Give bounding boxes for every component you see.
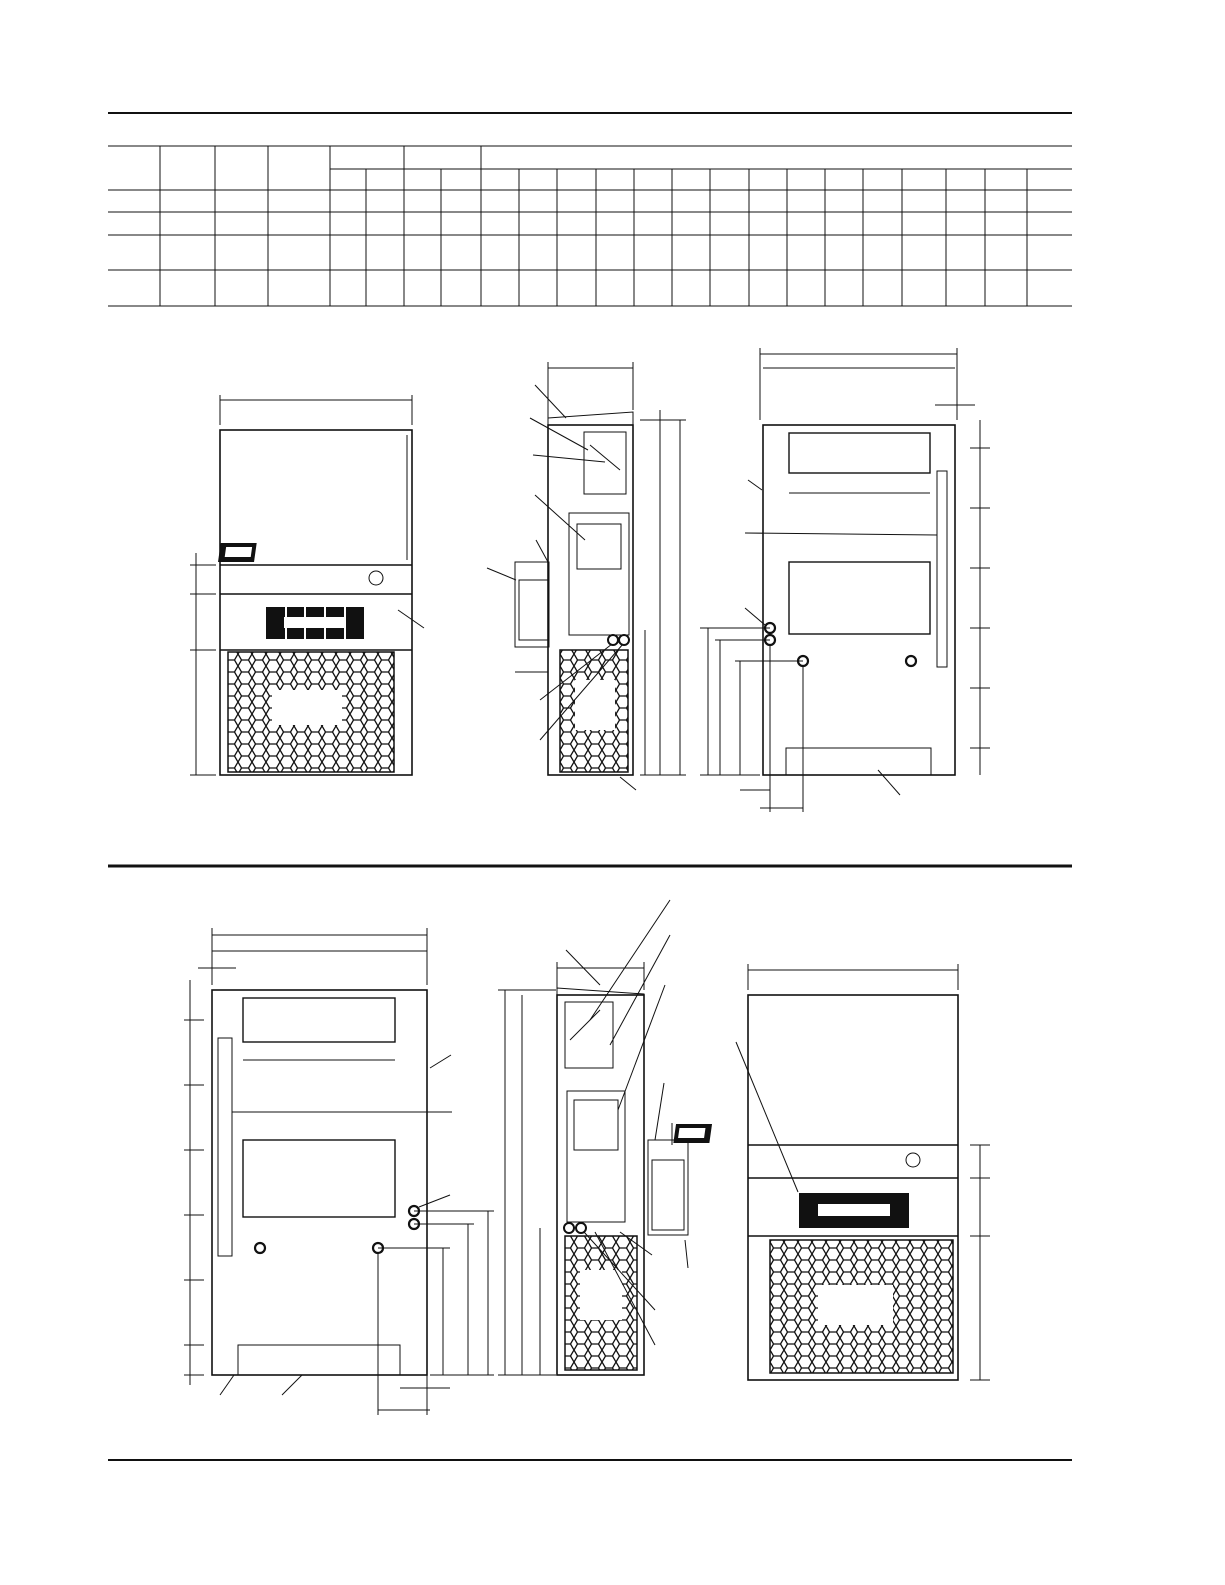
side-label-panel xyxy=(584,432,626,494)
indicator-circle xyxy=(369,571,383,585)
lower-front-view xyxy=(673,964,990,1380)
rear-lower-opening xyxy=(789,562,930,634)
lower-rear-view xyxy=(184,928,494,1415)
rear-upper-opening xyxy=(789,433,930,473)
control-vent-grille xyxy=(266,607,364,639)
rear-handle xyxy=(937,471,947,667)
upper-side-view xyxy=(487,362,686,790)
rear-bottom-plate xyxy=(786,748,931,775)
upper-front-view xyxy=(190,395,424,775)
dimension-table xyxy=(108,146,1072,306)
logo-badge xyxy=(218,543,257,562)
upper-rear-view xyxy=(700,348,990,812)
lower-side-view xyxy=(498,900,688,1375)
side-access-panel xyxy=(569,513,629,635)
